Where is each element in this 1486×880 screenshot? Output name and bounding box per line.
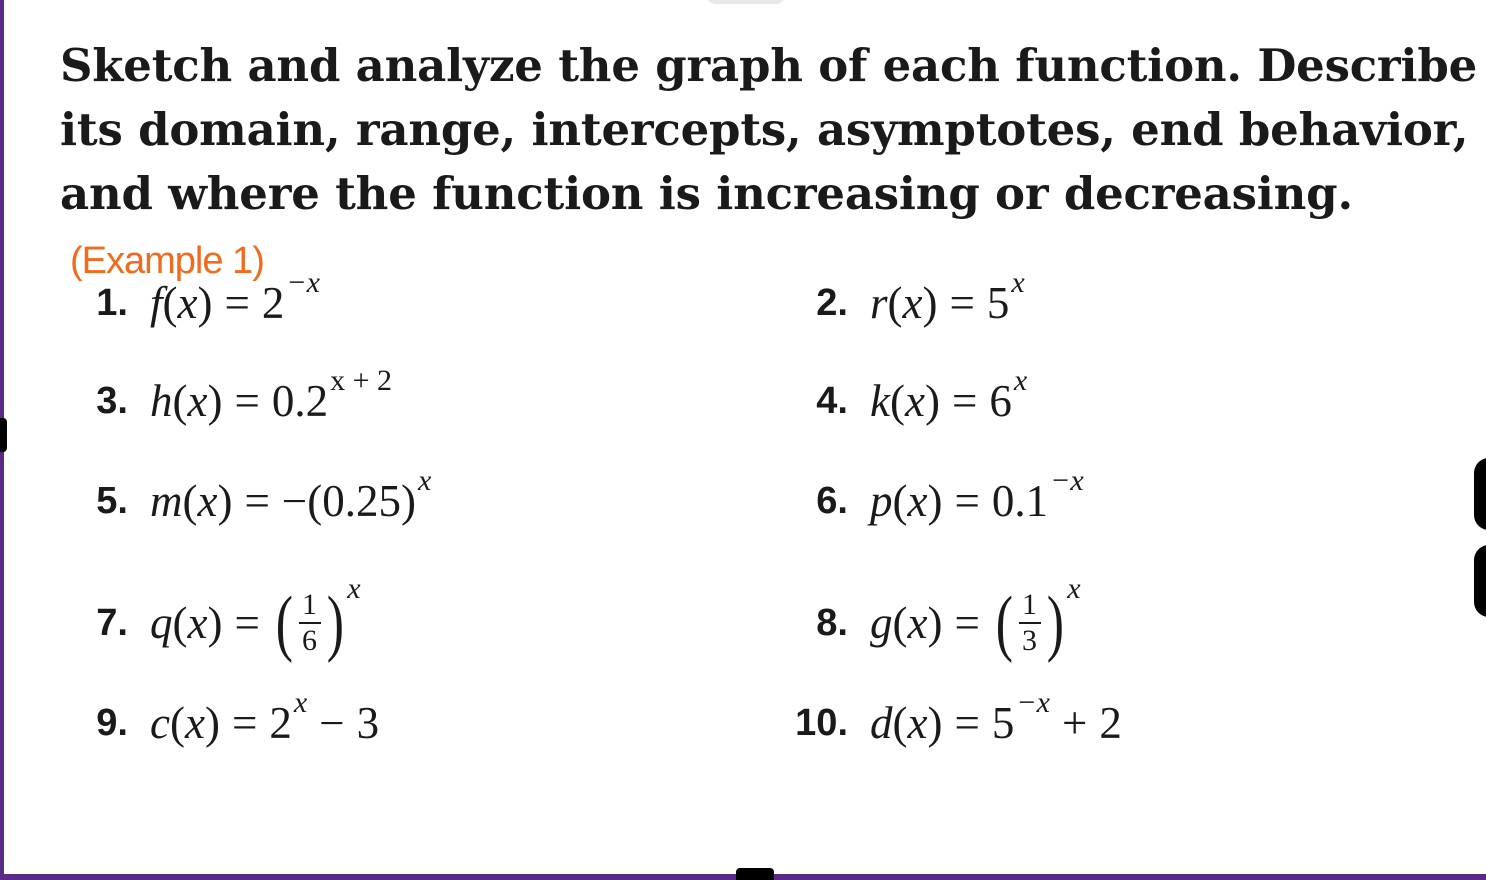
problem-number: 1. bbox=[96, 281, 128, 324]
function-name: k bbox=[870, 376, 890, 426]
numerator: 1 bbox=[302, 588, 318, 621]
large-paren: ) bbox=[1046, 582, 1064, 664]
exponent: x bbox=[293, 686, 308, 719]
exponent: −x bbox=[1016, 686, 1050, 719]
equals-sign: = bbox=[244, 476, 270, 526]
problem-8 bbox=[808, 572, 1081, 668]
numerator: 1 bbox=[1022, 588, 1038, 621]
large-paren: ( bbox=[275, 582, 293, 664]
operator: − bbox=[319, 698, 345, 748]
problem-expression bbox=[870, 464, 1084, 527]
function-name: r bbox=[870, 278, 888, 328]
paren: ) bbox=[204, 698, 220, 748]
function-name: g bbox=[870, 598, 893, 648]
paren: ( bbox=[172, 376, 188, 426]
variable: x bbox=[907, 598, 928, 648]
equals-sign: = bbox=[954, 598, 980, 648]
exponent: x bbox=[347, 572, 361, 605]
paren: ( bbox=[892, 698, 908, 748]
problem-number: 7. bbox=[96, 601, 128, 644]
problem-number: 10. bbox=[795, 701, 848, 744]
base: 0.1 bbox=[991, 476, 1049, 526]
problem-number: 8. bbox=[816, 601, 848, 644]
constant: 3 bbox=[356, 698, 380, 748]
variable: x bbox=[197, 476, 218, 526]
instructions-text: Sketch and analyze the graph of each function. Describe its domain, range, intercepts, asymptotes, end behavior, and where the function is increasing or decreasing. bbox=[60, 39, 1478, 220]
paren: ( bbox=[172, 598, 188, 648]
negative-sign: − bbox=[281, 476, 308, 526]
problem-expression bbox=[150, 686, 380, 749]
problem-number: 2. bbox=[816, 281, 848, 324]
right-edge-marker bbox=[1474, 545, 1486, 617]
example-reference-link[interactable]: (Example 1) bbox=[70, 240, 264, 282]
problem-6 bbox=[808, 466, 1084, 536]
paren: ( bbox=[892, 476, 908, 526]
top-decoration bbox=[706, 0, 786, 4]
large-paren: ) bbox=[326, 582, 344, 664]
base: 6 bbox=[989, 376, 1012, 426]
problem-expression bbox=[150, 464, 432, 527]
paren: ) bbox=[217, 476, 233, 526]
equals-sign: = bbox=[949, 278, 975, 328]
problem-expression bbox=[870, 686, 1122, 749]
exponent: x bbox=[418, 464, 432, 497]
paren: ( bbox=[889, 376, 905, 426]
variable: x bbox=[187, 598, 208, 648]
paren: ) bbox=[927, 698, 943, 748]
problem-number: 9. bbox=[96, 701, 128, 744]
problem-7 bbox=[88, 572, 361, 668]
variable: x bbox=[907, 476, 928, 526]
equals-sign: = bbox=[224, 278, 250, 328]
base: 2 bbox=[269, 698, 292, 748]
function-name: h bbox=[150, 376, 173, 426]
problem-3 bbox=[88, 366, 392, 436]
paren: ) bbox=[927, 598, 943, 648]
paren: ( bbox=[892, 598, 908, 648]
exponent: −x bbox=[1050, 464, 1084, 497]
fraction bbox=[1019, 590, 1041, 656]
problem-expression bbox=[870, 364, 1028, 427]
exponent: x bbox=[1013, 364, 1028, 397]
variable: x bbox=[177, 278, 198, 328]
denominator: 6 bbox=[302, 624, 318, 657]
exponent: x + 2 bbox=[330, 364, 393, 397]
function-name: d bbox=[870, 698, 893, 748]
instructions-paragraph bbox=[60, 34, 1480, 293]
problem-2 bbox=[808, 268, 1025, 338]
problem-expression bbox=[870, 572, 1081, 664]
paren: ) bbox=[207, 376, 223, 426]
paren: ) bbox=[197, 278, 213, 328]
paren: ( bbox=[887, 278, 903, 328]
paren: ) bbox=[207, 598, 223, 648]
variable: x bbox=[184, 698, 205, 748]
paren: ( bbox=[182, 476, 198, 526]
equals-sign: = bbox=[951, 376, 978, 426]
problem-5 bbox=[88, 466, 431, 536]
variable: x bbox=[904, 376, 925, 426]
fraction bbox=[299, 590, 321, 656]
equals-sign: = bbox=[231, 698, 258, 748]
equals-sign: = bbox=[954, 476, 980, 526]
base: 0.2 bbox=[271, 376, 329, 426]
operator: + bbox=[1061, 698, 1088, 748]
base: (0.25) bbox=[307, 476, 416, 526]
large-paren: ( bbox=[995, 582, 1013, 664]
base: 2 bbox=[261, 278, 285, 328]
paren: ) bbox=[924, 376, 940, 426]
paren: ( bbox=[169, 698, 185, 748]
variable: x bbox=[902, 278, 923, 328]
function-name: c bbox=[150, 698, 170, 748]
paren: ) bbox=[927, 476, 943, 526]
problem-number: 5. bbox=[96, 479, 128, 522]
problem-4 bbox=[808, 366, 1027, 436]
exponent: x bbox=[1067, 572, 1081, 605]
constant: 2 bbox=[1099, 698, 1122, 748]
paren: ) bbox=[922, 278, 938, 328]
problem-10 bbox=[788, 688, 1122, 758]
problem-number: 3. bbox=[96, 379, 128, 422]
equals-sign: = bbox=[954, 698, 980, 748]
paren: ( bbox=[162, 278, 178, 328]
variable: x bbox=[187, 376, 208, 426]
base: 5 bbox=[991, 698, 1015, 748]
exponent: x bbox=[1011, 266, 1025, 299]
function-name: p bbox=[870, 476, 893, 526]
equals-sign: = bbox=[234, 598, 260, 648]
problem-expression bbox=[150, 364, 393, 427]
variable: x bbox=[907, 698, 928, 748]
problem-number: 6. bbox=[816, 479, 848, 522]
problem-number: 4. bbox=[816, 379, 848, 422]
bottom-frame-notch bbox=[736, 868, 774, 880]
exponent: −x bbox=[286, 266, 320, 299]
function-name: m bbox=[150, 476, 183, 526]
base: 5 bbox=[986, 278, 1010, 328]
problem-expression bbox=[150, 266, 320, 329]
problem-1 bbox=[88, 268, 320, 338]
left-frame-tab bbox=[0, 418, 7, 452]
problem-expression bbox=[150, 572, 361, 664]
denominator: 3 bbox=[1022, 624, 1038, 657]
right-edge-marker bbox=[1474, 458, 1486, 530]
function-name: q bbox=[150, 598, 173, 648]
equals-sign: = bbox=[234, 376, 260, 426]
problem-expression bbox=[870, 266, 1025, 329]
problem-9 bbox=[88, 688, 379, 758]
function-name: f bbox=[150, 278, 163, 328]
